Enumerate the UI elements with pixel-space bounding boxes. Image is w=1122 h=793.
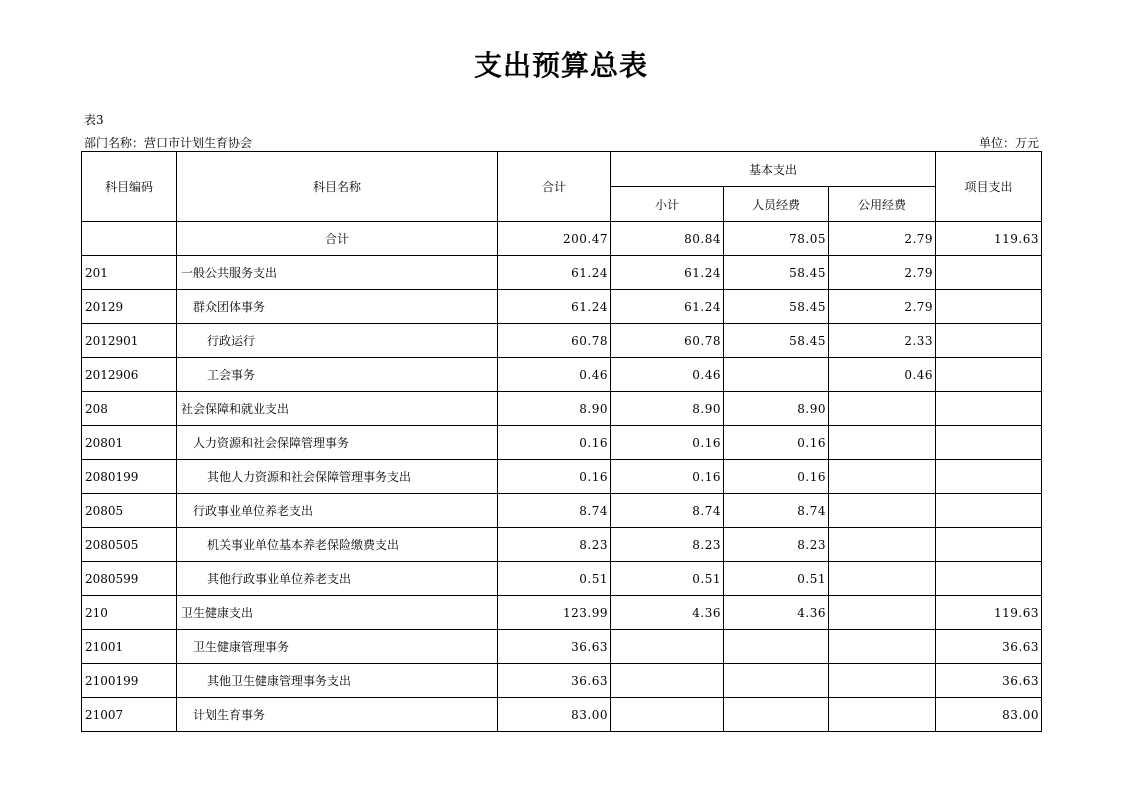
table-row [82, 426, 1042, 460]
row-name: 一般公共服务支出 [177, 256, 498, 290]
row-code: 2080599 [82, 562, 177, 596]
row-subtotal: 8.90 [611, 392, 724, 426]
header-name: 科目名称 [177, 152, 498, 222]
row-name: 其他人力资源和社会保障管理事务支出 [177, 460, 498, 494]
row-public [829, 494, 936, 528]
row-code: 20129 [82, 290, 177, 324]
row-code: 2080199 [82, 460, 177, 494]
row-total: 0.16 [498, 460, 611, 494]
header-personnel: 人员经费 [724, 187, 829, 222]
row-total: 0.16 [498, 426, 611, 460]
table-row [82, 460, 1042, 494]
row-personnel: 0.16 [724, 426, 829, 460]
row-subtotal [611, 698, 724, 732]
row-code: 2012901 [82, 324, 177, 358]
table-row [82, 562, 1042, 596]
row-public [829, 596, 936, 630]
row-project [936, 324, 1042, 358]
row-code [82, 222, 177, 256]
header-public: 公用经费 [829, 187, 936, 222]
table-row [82, 358, 1042, 392]
table-row [82, 528, 1042, 562]
row-personnel: 0.16 [724, 460, 829, 494]
row-code: 201 [82, 256, 177, 290]
row-subtotal [611, 630, 724, 664]
row-public: 2.33 [829, 324, 936, 358]
row-project: 119.63 [936, 596, 1042, 630]
row-subtotal: 60.78 [611, 324, 724, 358]
row-project: 119.63 [936, 222, 1042, 256]
row-total: 36.63 [498, 630, 611, 664]
header-basic: 基本支出 [611, 152, 936, 187]
row-name: 社会保障和就业支出 [177, 392, 498, 426]
row-code: 20805 [82, 494, 177, 528]
row-subtotal: 0.51 [611, 562, 724, 596]
row-personnel [724, 358, 829, 392]
row-name: 其他行政事业单位养老支出 [177, 562, 498, 596]
table-row [82, 290, 1042, 324]
row-total: 83.00 [498, 698, 611, 732]
row-project [936, 256, 1042, 290]
row-personnel: 4.36 [724, 596, 829, 630]
row-subtotal: 61.24 [611, 256, 724, 290]
table-body [82, 222, 1042, 732]
row-public [829, 392, 936, 426]
row-public [829, 426, 936, 460]
row-code: 20801 [82, 426, 177, 460]
expenditure-budget-table [81, 151, 1042, 732]
table-number: 表3 [84, 113, 104, 127]
row-project: 36.63 [936, 664, 1042, 698]
row-code: 21007 [82, 698, 177, 732]
page-title: 支出预算总表 [473, 49, 648, 82]
row-public [829, 630, 936, 664]
row-personnel: 8.23 [724, 528, 829, 562]
row-name: 卫生健康支出 [177, 596, 498, 630]
row-personnel: 58.45 [724, 324, 829, 358]
unit-label: 单位：万元 [978, 136, 1039, 150]
row-project [936, 460, 1042, 494]
row-subtotal [611, 664, 724, 698]
row-public [829, 460, 936, 494]
header-project: 项目支出 [936, 152, 1042, 222]
row-public [829, 528, 936, 562]
row-public: 2.79 [829, 256, 936, 290]
row-total: 8.23 [498, 528, 611, 562]
row-personnel: 8.90 [724, 392, 829, 426]
table-row [82, 698, 1042, 732]
row-public: 2.79 [829, 222, 936, 256]
row-total: 8.90 [498, 392, 611, 426]
row-total: 60.78 [498, 324, 611, 358]
row-project: 83.00 [936, 698, 1042, 732]
row-public [829, 698, 936, 732]
row-project [936, 358, 1042, 392]
table-row [82, 324, 1042, 358]
row-subtotal: 80.84 [611, 222, 724, 256]
row-personnel: 58.45 [724, 290, 829, 324]
row-total: 200.47 [498, 222, 611, 256]
row-subtotal: 4.36 [611, 596, 724, 630]
row-name: 卫生健康管理事务 [177, 630, 498, 664]
department-name: 部门名称：营口市计划生育协会 [84, 136, 253, 150]
row-total: 61.24 [498, 256, 611, 290]
row-public: 0.46 [829, 358, 936, 392]
table-row [82, 630, 1042, 664]
table-row [82, 494, 1042, 528]
table-row [82, 596, 1042, 630]
row-personnel: 78.05 [724, 222, 829, 256]
header-subtotal: 小计 [611, 187, 724, 222]
row-name: 其他卫生健康管理事务支出 [177, 664, 498, 698]
row-personnel: 0.51 [724, 562, 829, 596]
row-project [936, 528, 1042, 562]
row-code: 2100199 [82, 664, 177, 698]
row-subtotal: 0.16 [611, 426, 724, 460]
row-total: 0.46 [498, 358, 611, 392]
row-name: 行政运行 [177, 324, 498, 358]
row-code: 208 [82, 392, 177, 426]
row-personnel [724, 630, 829, 664]
row-public: 2.79 [829, 290, 936, 324]
table-row [82, 222, 1042, 256]
row-code: 2080505 [82, 528, 177, 562]
row-code: 2012906 [82, 358, 177, 392]
header-total: 合计 [498, 152, 611, 222]
row-name: 工会事务 [177, 358, 498, 392]
row-personnel [724, 698, 829, 732]
row-code: 21001 [82, 630, 177, 664]
row-personnel: 58.45 [724, 256, 829, 290]
row-project [936, 494, 1042, 528]
row-project: 36.63 [936, 630, 1042, 664]
row-project [936, 290, 1042, 324]
row-total: 61.24 [498, 290, 611, 324]
row-subtotal: 61.24 [611, 290, 724, 324]
row-name: 计划生育事务 [177, 698, 498, 732]
row-total: 8.74 [498, 494, 611, 528]
row-public [829, 562, 936, 596]
row-name: 群众团体事务 [177, 290, 498, 324]
row-personnel: 8.74 [724, 494, 829, 528]
row-project [936, 392, 1042, 426]
header-code: 科目编码 [82, 152, 177, 222]
row-code: 210 [82, 596, 177, 630]
row-project [936, 426, 1042, 460]
row-subtotal: 8.74 [611, 494, 724, 528]
row-name: 合计 [177, 222, 498, 256]
table-row [82, 392, 1042, 426]
row-total: 123.99 [498, 596, 611, 630]
row-subtotal: 0.16 [611, 460, 724, 494]
row-total: 0.51 [498, 562, 611, 596]
row-public [829, 664, 936, 698]
row-name: 行政事业单位养老支出 [177, 494, 498, 528]
row-project [936, 562, 1042, 596]
row-total: 36.63 [498, 664, 611, 698]
table-row [82, 664, 1042, 698]
row-subtotal: 8.23 [611, 528, 724, 562]
row-personnel [724, 664, 829, 698]
table-row [82, 256, 1042, 290]
row-subtotal: 0.46 [611, 358, 724, 392]
row-name: 机关事业单位基本养老保险缴费支出 [177, 528, 498, 562]
row-name: 人力资源和社会保障管理事务 [177, 426, 498, 460]
